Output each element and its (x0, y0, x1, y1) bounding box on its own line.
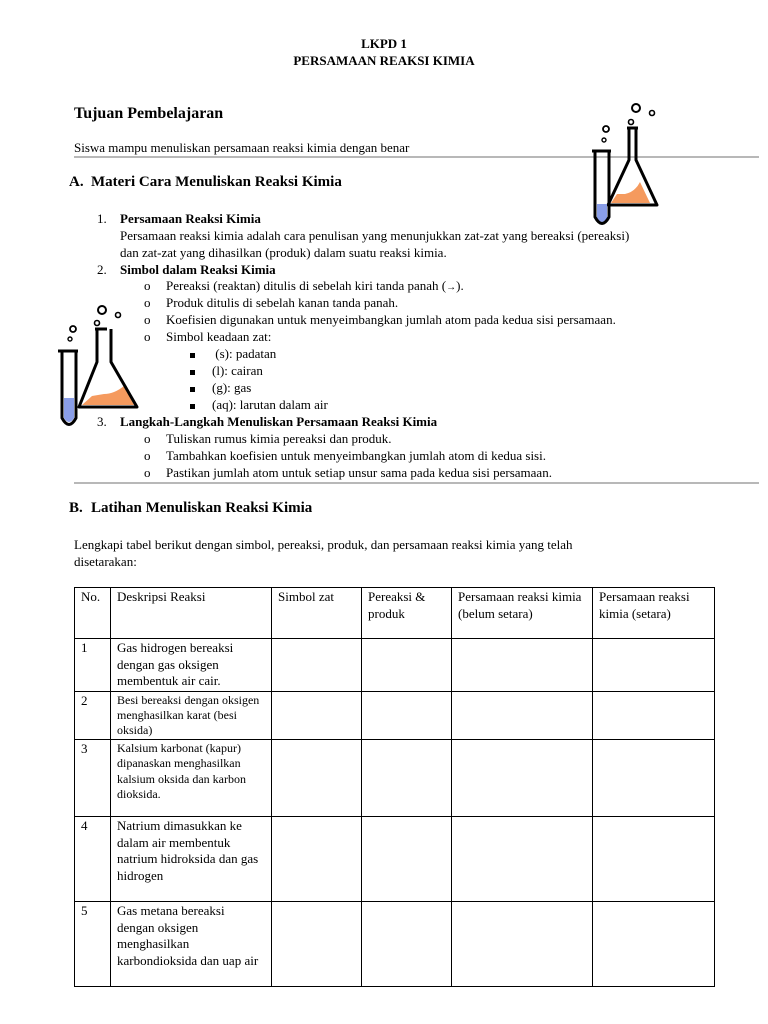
bullet-o-icon: o (144, 278, 151, 293)
cell-setara[interactable] (593, 740, 715, 817)
item2-title: Simbol dalam Reaksi Kimia (120, 262, 276, 277)
item2-bullet3: Koefisien digunakan untuk menyeimbangkan jumlah atom pada kedua sisi persamaan. (166, 312, 616, 327)
header-belum-setara: Persamaan reaksi kimia (belum setara) (452, 588, 593, 639)
item3-bullet2: Tambahkan koefisien untuk menyeimbangkan jumlah atom di kedua sisi. (166, 448, 546, 463)
cell-setara[interactable] (593, 902, 715, 987)
header-no: No. (75, 588, 111, 639)
section-b-instruction-line1: Lengkapi tabel berikut dengan simbol, pereaksi, produk, dan persamaan reaksi kimia yang telah (74, 537, 573, 552)
row-description: Gas metana bereaksi dengan oksigen menghasilkan karbondioksida dan uap air (111, 902, 272, 987)
cell-belum-setara[interactable] (452, 817, 593, 902)
item1-number: 1. (97, 211, 107, 226)
cell-belum-setara[interactable] (452, 691, 593, 740)
row-number: 1 (75, 639, 111, 692)
item2-bullet2: Produk ditulis di sebelah kanan tanda panah. (166, 295, 399, 310)
table-row (75, 817, 715, 902)
header-simbol: Simbol zat (272, 588, 362, 639)
item2-bullet1-end: ). (456, 278, 464, 293)
cell-belum-setara[interactable] (452, 902, 593, 987)
item3-bullet1: Tuliskan rumus kimia pereaksi dan produk. (166, 431, 392, 446)
row-description: Natrium dimasukkan ke dalam air membentuk natrium hidroksida dan gas hidrogen (111, 817, 272, 902)
item2-bullet4: Simbol keadaan zat: (166, 329, 272, 344)
square-bullet-icon (190, 397, 195, 414)
table-row (75, 639, 715, 692)
row-number: 4 (75, 817, 111, 902)
cell-simbol[interactable] (272, 740, 362, 817)
table-row (75, 740, 715, 817)
bullet-o-icon: o (144, 329, 151, 344)
document-title-line1: LKPD 1 (361, 36, 407, 51)
latihan-table (74, 587, 715, 987)
cell-simbol[interactable] (272, 691, 362, 740)
bullet-o-icon: o (144, 431, 151, 446)
state-gas: (g): gas (212, 380, 252, 395)
chemistry-flask-icon-left (52, 298, 142, 430)
cell-pereaksi-produk[interactable] (362, 817, 452, 902)
item2-number: 2. (97, 262, 107, 277)
item2-bullet1-text: Pereaksi (reaktan) ditulis di sebelah kiri tanda panah ( (166, 278, 447, 293)
bullet-o-icon: o (144, 448, 151, 463)
item1-title: Persamaan Reaksi Kimia (120, 211, 261, 226)
section-a-letter: A. (69, 174, 84, 190)
divider-2 (74, 482, 759, 484)
cell-pereaksi-produk[interactable] (362, 740, 452, 817)
cell-belum-setara[interactable] (452, 639, 593, 692)
section-b-instruction-line2: disetarakan: (74, 554, 137, 569)
section-b-heading: Latihan Menuliskan Reaksi Kimia (91, 500, 313, 516)
document-title-line2: PERSAMAAN REAKSI KIMIA (293, 53, 475, 68)
row-description: Gas hidrogen bereaksi dengan gas oksigen membentuk air cair. (111, 639, 272, 692)
cell-setara[interactable] (593, 639, 715, 692)
bullet-o-icon: o (144, 295, 151, 310)
state-liquid: (l): cairan (212, 363, 263, 378)
tujuan-text: Siswa mampu menuliskan persamaan reaksi kimia dengan benar (74, 140, 410, 155)
state-aqueous: (aq): larutan dalam air (212, 397, 328, 412)
chemistry-flask-icon-top (585, 100, 665, 230)
item3-bullet3: Pastikan jumlah atom untuk setiap unsur sama pada kedua sisi persamaan. (166, 465, 552, 480)
row-number: 5 (75, 902, 111, 987)
bullet-o-icon: o (144, 465, 151, 480)
square-bullet-icon (190, 346, 195, 363)
item2-bullet1 (166, 278, 464, 297)
arrow-icon: → (446, 282, 457, 293)
header-deskripsi: Deskripsi Reaksi (111, 588, 272, 639)
cell-setara[interactable] (593, 691, 715, 740)
square-bullet-icon (190, 380, 195, 397)
section-b-letter: B. (69, 500, 83, 516)
table-row (75, 902, 715, 987)
item3-title: Langkah-Langkah Menuliskan Persamaan Reaksi Kimia (120, 414, 438, 429)
state-solid: (s): padatan (212, 346, 277, 361)
square-bullet-icon (190, 363, 195, 380)
item3-number: 3. (97, 414, 107, 429)
tujuan-heading: Tujuan Pembelajaran (74, 105, 224, 122)
cell-setara[interactable] (593, 817, 715, 902)
header-pereaksi-produk: Pereaksi & produk (362, 588, 452, 639)
cell-simbol[interactable] (272, 902, 362, 987)
row-number: 2 (75, 691, 111, 740)
header-setara: Persamaan reaksi kimia (setara) (593, 588, 715, 639)
cell-simbol[interactable] (272, 817, 362, 902)
section-a-heading: Materi Cara Menuliskan Reaksi Kimia (91, 174, 342, 190)
cell-belum-setara[interactable] (452, 740, 593, 817)
cell-simbol[interactable] (272, 639, 362, 692)
cell-pereaksi-produk[interactable] (362, 902, 452, 987)
table-row (75, 691, 715, 740)
table-header-row (75, 588, 715, 639)
cell-pereaksi-produk[interactable] (362, 639, 452, 692)
row-number: 3 (75, 740, 111, 817)
row-description: Kalsium karbonat (kapur) dipanaskan menghasilkan kalsium oksida dan karbon dioksida. (111, 740, 272, 817)
item1-text-line1: Persamaan reaksi kimia adalah cara penulisan yang menunjukkan zat-zat yang bereaksi (pereaksi) (120, 228, 630, 243)
row-description: Besi bereaksi dengan oksigen menghasilkan karat (besi oksida) (111, 691, 272, 740)
cell-pereaksi-produk[interactable] (362, 691, 452, 740)
bullet-o-icon: o (144, 312, 151, 327)
item1-text-line2: dan zat-zat yang dihasilkan (produk) dalam suatu reaksi kimia. (120, 245, 447, 260)
